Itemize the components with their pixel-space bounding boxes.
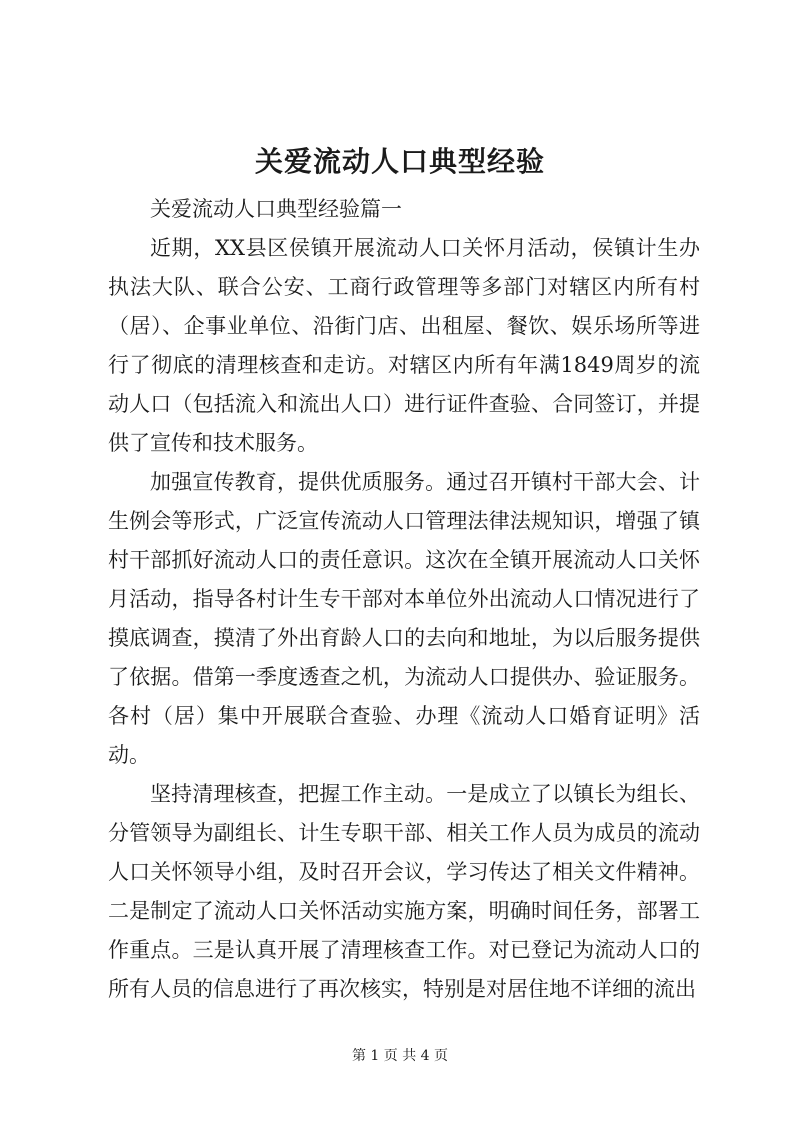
body-paragraph: 近期，XX县区侯镇开展流动人口关怀月活动，侯镇计生办执法大队、联合公安、工商行政管理等多部门对辖区内所有村（居）、企事业单位、沿街门店、出租屋、餐饮、娱乐场所等进行了彻底的清理核查和走访。对辖区内所有年满1849周岁的流动人口（包括流入和流出人口）进行证件查验、合同签订，并提供了宣传和技术服务。 [108, 236, 700, 455]
document-body [108, 190, 700, 1009]
body-paragraph: 坚持清理核查，把握工作主动。一是成立了以镇长为组长、分管领导为副组长、计生专职干部、相关工作人员为成员的流动人口关怀领导小组，及时召开会议，学习传达了相关文件精神。二是制定了流动人口关怀活动实施方案，明确时间任务，部署工作重点。三是认真开展了清理核查工作。对已登记为流动人口的所有人员的信息进行了再次核实，特别是对居住地不详细的流出 [108, 782, 700, 1001]
section-heading: 关爱流动人口典型经验篇一 [150, 197, 402, 221]
body-paragraph: 加强宣传教育，提供优质服务。通过召开镇村干部大会、计生例会等形式，广泛宣传流动人口管理法律法规知识，增强了镇村干部抓好流动人口的责任意识。这次在全镇开展流动人口关怀月活动，指导各村计生专干部对本单位外出流动人口情况进行了摸底调查，摸清了外出育龄人口的去向和地址，为以后服务提供了依据。借第一季度透查之机，为流动人口提供办、验证服务。各村（居）集中开展联合查验、办理《流动人口婚育证明》活动。 [108, 470, 700, 767]
page-number-footer: 第 1 页 共 4 页 [351, 1048, 449, 1064]
document-title: 关爱流动人口典型经验 [254, 145, 545, 178]
